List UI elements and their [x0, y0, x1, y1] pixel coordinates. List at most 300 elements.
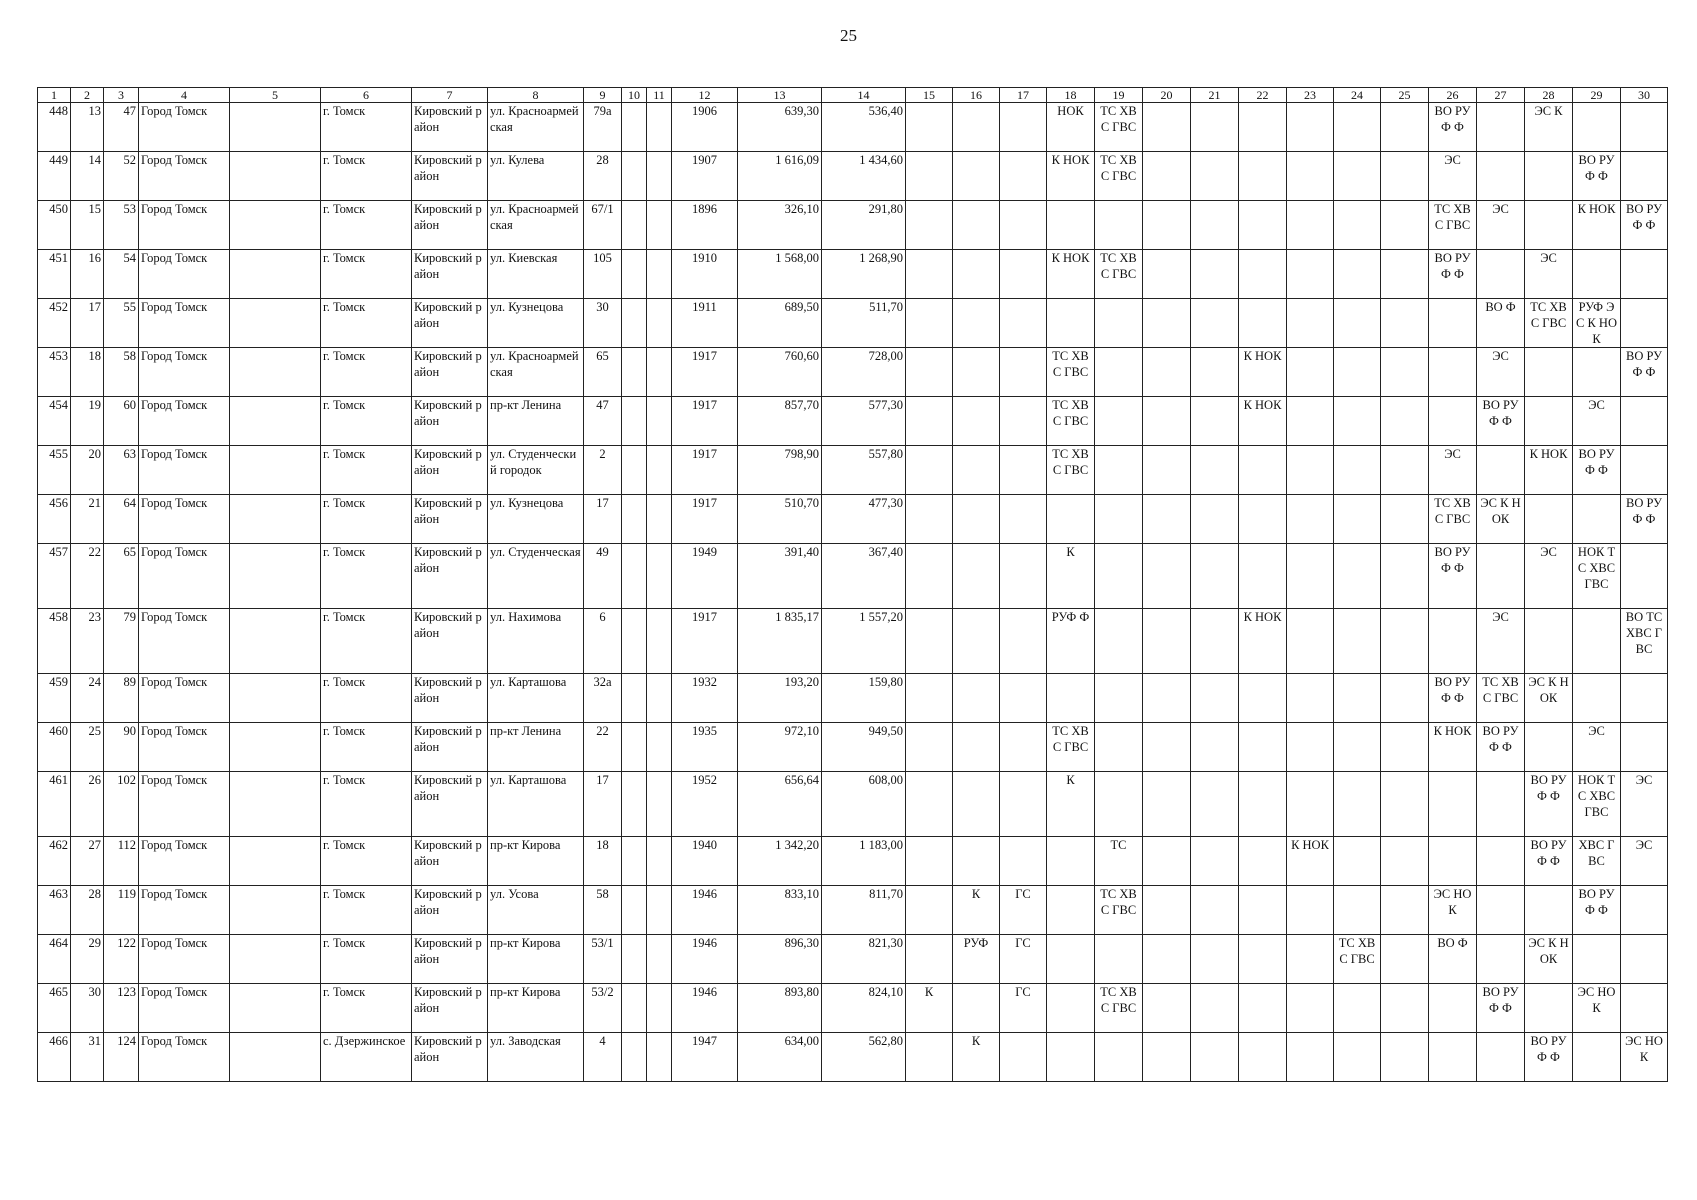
cell-col-5	[230, 609, 321, 674]
cell-col-22	[1239, 772, 1287, 837]
cell-col-26: ТС ХВС ГВС	[1429, 201, 1477, 250]
cell-col-21	[1191, 772, 1239, 837]
column-header-9: 9	[584, 88, 622, 103]
cell-col-28: ТС ХВС ГВС	[1525, 299, 1573, 348]
cell-col-15	[906, 723, 953, 772]
cell-col-7: Кировский район	[412, 609, 488, 674]
cell-col-23	[1287, 103, 1334, 152]
column-number-row	[38, 88, 1668, 103]
cell-col-24	[1334, 886, 1381, 935]
cell-col-8: ул. Кузнецова	[488, 299, 584, 348]
cell-col-11	[647, 935, 672, 984]
column-header-26: 26	[1429, 88, 1477, 103]
cell-col-11	[647, 674, 672, 723]
cell-col-14: 159,80	[822, 674, 906, 723]
cell-col-5	[230, 201, 321, 250]
cell-col-28: ЭС	[1525, 544, 1573, 609]
cell-col-10	[622, 935, 647, 984]
cell-col-27: ВО Ф	[1477, 299, 1525, 348]
cell-col-3: 63	[104, 446, 139, 495]
cell-col-8: ул. Кулева	[488, 152, 584, 201]
housing-register-table	[37, 87, 1668, 1082]
cell-col-15	[906, 886, 953, 935]
cell-col-18: К	[1047, 544, 1095, 609]
cell-col-11	[647, 837, 672, 886]
cell-col-5	[230, 935, 321, 984]
table-row	[38, 397, 1668, 446]
cell-col-7: Кировский район	[412, 837, 488, 886]
cell-col-25	[1381, 446, 1429, 495]
cell-col-22	[1239, 544, 1287, 609]
cell-col-4: Город Томск	[139, 723, 230, 772]
cell-col-7: Кировский район	[412, 103, 488, 152]
cell-col-4: Город Томск	[139, 674, 230, 723]
cell-col-16	[953, 544, 1000, 609]
cell-col-26: ВО РУФ Ф	[1429, 250, 1477, 299]
cell-col-7: Кировский район	[412, 250, 488, 299]
cell-col-30: ЭС НОК	[1621, 1033, 1668, 1082]
cell-col-3: 55	[104, 299, 139, 348]
cell-col-8: пр-кт Ленина	[488, 397, 584, 446]
cell-col-28: ВО РУФ Ф	[1525, 772, 1573, 837]
cell-col-8: ул. Заводская	[488, 1033, 584, 1082]
cell-col-17	[1000, 397, 1047, 446]
cell-col-2: 14	[71, 152, 104, 201]
cell-col-3: 65	[104, 544, 139, 609]
cell-col-25	[1381, 1033, 1429, 1082]
cell-col-30	[1621, 446, 1668, 495]
cell-col-30	[1621, 674, 1668, 723]
cell-col-1: 461	[38, 772, 71, 837]
cell-col-16: К	[953, 1033, 1000, 1082]
cell-col-10	[622, 1033, 647, 1082]
cell-col-2: 22	[71, 544, 104, 609]
cell-col-16	[953, 397, 1000, 446]
cell-col-20	[1143, 609, 1191, 674]
cell-col-30: ВО РУФ Ф	[1621, 348, 1668, 397]
cell-col-18: ТС ХВС ГВС	[1047, 446, 1095, 495]
cell-col-15	[906, 201, 953, 250]
cell-col-17	[1000, 609, 1047, 674]
cell-col-11	[647, 984, 672, 1033]
cell-col-26: ВО РУФ Ф	[1429, 544, 1477, 609]
cell-col-25	[1381, 397, 1429, 446]
cell-col-11	[647, 397, 672, 446]
column-header-21: 21	[1191, 88, 1239, 103]
cell-col-9: 17	[584, 495, 622, 544]
cell-col-30	[1621, 299, 1668, 348]
cell-col-17	[1000, 152, 1047, 201]
cell-col-21	[1191, 1033, 1239, 1082]
cell-col-29	[1573, 250, 1621, 299]
cell-col-23	[1287, 935, 1334, 984]
cell-col-21	[1191, 837, 1239, 886]
cell-col-13: 689,50	[738, 299, 822, 348]
table-row	[38, 544, 1668, 609]
cell-col-21	[1191, 495, 1239, 544]
cell-col-3: 79	[104, 609, 139, 674]
cell-col-8: ул. Карташова	[488, 674, 584, 723]
cell-col-19	[1095, 495, 1143, 544]
cell-col-1: 463	[38, 886, 71, 935]
cell-col-11	[647, 723, 672, 772]
cell-col-16	[953, 446, 1000, 495]
cell-col-29: НОК ТС ХВС ГВС	[1573, 544, 1621, 609]
cell-col-18	[1047, 201, 1095, 250]
cell-col-3: 122	[104, 935, 139, 984]
cell-col-14: 1 183,00	[822, 837, 906, 886]
cell-col-6: г. Томск	[321, 837, 412, 886]
cell-col-12: 1917	[672, 348, 738, 397]
cell-col-2: 17	[71, 299, 104, 348]
cell-col-23	[1287, 674, 1334, 723]
table-body	[38, 103, 1668, 1082]
cell-col-20	[1143, 1033, 1191, 1082]
cell-col-2: 19	[71, 397, 104, 446]
column-header-8: 8	[488, 88, 584, 103]
cell-col-9: 30	[584, 299, 622, 348]
cell-col-1: 460	[38, 723, 71, 772]
cell-col-15	[906, 495, 953, 544]
cell-col-29: ВО РУФ Ф	[1573, 886, 1621, 935]
cell-col-7: Кировский район	[412, 201, 488, 250]
cell-col-20	[1143, 348, 1191, 397]
cell-col-13: 193,20	[738, 674, 822, 723]
table-row	[38, 886, 1668, 935]
cell-col-8: пр-кт Кирова	[488, 984, 584, 1033]
cell-col-12: 1917	[672, 609, 738, 674]
cell-col-3: 90	[104, 723, 139, 772]
cell-col-10	[622, 886, 647, 935]
cell-col-10	[622, 544, 647, 609]
cell-col-16	[953, 152, 1000, 201]
cell-col-7: Кировский район	[412, 495, 488, 544]
column-header-29: 29	[1573, 88, 1621, 103]
cell-col-25	[1381, 772, 1429, 837]
cell-col-18	[1047, 1033, 1095, 1082]
cell-col-4: Город Томск	[139, 446, 230, 495]
cell-col-11	[647, 446, 672, 495]
cell-col-25	[1381, 152, 1429, 201]
cell-col-29	[1573, 1033, 1621, 1082]
cell-col-24	[1334, 397, 1381, 446]
cell-col-30: ВО ТС ХВС ГВС	[1621, 609, 1668, 674]
cell-col-23	[1287, 348, 1334, 397]
table-row	[38, 609, 1668, 674]
cell-col-8: ул. Кузнецова	[488, 495, 584, 544]
cell-col-6: г. Томск	[321, 723, 412, 772]
cell-col-4: Город Томск	[139, 299, 230, 348]
cell-col-28: К НОК	[1525, 446, 1573, 495]
cell-col-18: К НОК	[1047, 250, 1095, 299]
cell-col-17	[1000, 348, 1047, 397]
cell-col-27: ЭС	[1477, 609, 1525, 674]
cell-col-10	[622, 609, 647, 674]
cell-col-8: ул. Киевская	[488, 250, 584, 299]
cell-col-12: 1946	[672, 984, 738, 1033]
cell-col-9: 47	[584, 397, 622, 446]
cell-col-18	[1047, 935, 1095, 984]
column-header-28: 28	[1525, 88, 1573, 103]
cell-col-17	[1000, 495, 1047, 544]
cell-col-5	[230, 103, 321, 152]
cell-col-25	[1381, 935, 1429, 984]
cell-col-20	[1143, 152, 1191, 201]
cell-col-2: 13	[71, 103, 104, 152]
cell-col-27: ТС ХВС ГВС	[1477, 674, 1525, 723]
cell-col-29	[1573, 935, 1621, 984]
cell-col-16: РУФ	[953, 935, 1000, 984]
cell-col-17	[1000, 837, 1047, 886]
cell-col-6: г. Томск	[321, 299, 412, 348]
table-row	[38, 674, 1668, 723]
cell-col-29	[1573, 609, 1621, 674]
cell-col-5	[230, 837, 321, 886]
cell-col-6: г. Томск	[321, 201, 412, 250]
cell-col-15	[906, 446, 953, 495]
cell-col-9: 28	[584, 152, 622, 201]
cell-col-9: 4	[584, 1033, 622, 1082]
cell-col-4: Город Томск	[139, 348, 230, 397]
cell-col-27: ВО РУФ Ф	[1477, 723, 1525, 772]
cell-col-19	[1095, 397, 1143, 446]
cell-col-15	[906, 397, 953, 446]
cell-col-2: 21	[71, 495, 104, 544]
cell-col-25	[1381, 723, 1429, 772]
cell-col-6: г. Томск	[321, 886, 412, 935]
cell-col-13: 1 835,17	[738, 609, 822, 674]
cell-col-5	[230, 152, 321, 201]
cell-col-14: 577,30	[822, 397, 906, 446]
cell-col-4: Город Томск	[139, 495, 230, 544]
cell-col-23	[1287, 495, 1334, 544]
cell-col-11	[647, 886, 672, 935]
cell-col-18: НОК	[1047, 103, 1095, 152]
cell-col-20	[1143, 250, 1191, 299]
cell-col-29: НОК ТС ХВС ГВС	[1573, 772, 1621, 837]
cell-col-28	[1525, 886, 1573, 935]
cell-col-21	[1191, 609, 1239, 674]
cell-col-21	[1191, 201, 1239, 250]
cell-col-27	[1477, 250, 1525, 299]
cell-col-22: К НОК	[1239, 609, 1287, 674]
cell-col-18	[1047, 299, 1095, 348]
cell-col-18: РУФ Ф	[1047, 609, 1095, 674]
cell-col-24	[1334, 772, 1381, 837]
cell-col-13: 634,00	[738, 1033, 822, 1082]
column-header-12: 12	[672, 88, 738, 103]
cell-col-12: 1917	[672, 446, 738, 495]
cell-col-9: 58	[584, 886, 622, 935]
cell-col-20	[1143, 886, 1191, 935]
cell-col-5	[230, 495, 321, 544]
cell-col-26: ТС ХВС ГВС	[1429, 495, 1477, 544]
cell-col-10	[622, 152, 647, 201]
cell-col-19	[1095, 446, 1143, 495]
cell-col-16	[953, 299, 1000, 348]
cell-col-30	[1621, 397, 1668, 446]
cell-col-16	[953, 837, 1000, 886]
cell-col-1: 453	[38, 348, 71, 397]
cell-col-7: Кировский район	[412, 397, 488, 446]
cell-col-26	[1429, 984, 1477, 1033]
cell-col-6: г. Томск	[321, 446, 412, 495]
cell-col-14: 477,30	[822, 495, 906, 544]
cell-col-22	[1239, 1033, 1287, 1082]
cell-col-8: ул. Красноармейская	[488, 201, 584, 250]
cell-col-27	[1477, 544, 1525, 609]
cell-col-8: ул. Усова	[488, 886, 584, 935]
cell-col-23: К НОК	[1287, 837, 1334, 886]
cell-col-14: 367,40	[822, 544, 906, 609]
cell-col-7: Кировский район	[412, 299, 488, 348]
column-header-4: 4	[139, 88, 230, 103]
cell-col-2: 24	[71, 674, 104, 723]
cell-col-29: ВО РУФ Ф	[1573, 152, 1621, 201]
cell-col-24	[1334, 250, 1381, 299]
cell-col-15	[906, 1033, 953, 1082]
cell-col-17	[1000, 299, 1047, 348]
cell-col-13: 1 568,00	[738, 250, 822, 299]
cell-col-2: 31	[71, 1033, 104, 1082]
cell-col-20	[1143, 201, 1191, 250]
column-header-24: 24	[1334, 88, 1381, 103]
cell-col-4: Город Томск	[139, 397, 230, 446]
column-header-25: 25	[1381, 88, 1429, 103]
cell-col-4: Город Томск	[139, 837, 230, 886]
cell-col-28: ВО РУФ Ф	[1525, 837, 1573, 886]
cell-col-16	[953, 723, 1000, 772]
cell-col-7: Кировский район	[412, 723, 488, 772]
cell-col-16	[953, 348, 1000, 397]
cell-col-29	[1573, 103, 1621, 152]
cell-col-3: 89	[104, 674, 139, 723]
cell-col-26: К НОК	[1429, 723, 1477, 772]
cell-col-5	[230, 544, 321, 609]
cell-col-3: 58	[104, 348, 139, 397]
cell-col-1: 452	[38, 299, 71, 348]
cell-col-3: 54	[104, 250, 139, 299]
cell-col-13: 656,64	[738, 772, 822, 837]
cell-col-29	[1573, 348, 1621, 397]
cell-col-2: 28	[71, 886, 104, 935]
cell-col-10	[622, 837, 647, 886]
cell-col-5	[230, 397, 321, 446]
cell-col-22	[1239, 984, 1287, 1033]
cell-col-17: ГС	[1000, 886, 1047, 935]
cell-col-26: ВО РУФ Ф	[1429, 103, 1477, 152]
cell-col-27	[1477, 1033, 1525, 1082]
table-row	[38, 495, 1668, 544]
cell-col-28	[1525, 609, 1573, 674]
cell-col-18: ТС ХВС ГВС	[1047, 348, 1095, 397]
cell-col-26	[1429, 609, 1477, 674]
cell-col-8: ул. Красноармейская	[488, 103, 584, 152]
cell-col-7: Кировский район	[412, 544, 488, 609]
cell-col-17	[1000, 103, 1047, 152]
table-row	[38, 201, 1668, 250]
cell-col-23	[1287, 201, 1334, 250]
cell-col-3: 119	[104, 886, 139, 935]
cell-col-26: ЭС	[1429, 446, 1477, 495]
cell-col-6: г. Томск	[321, 250, 412, 299]
cell-col-20	[1143, 723, 1191, 772]
cell-col-25	[1381, 544, 1429, 609]
column-header-30: 30	[1621, 88, 1668, 103]
cell-col-22: К НОК	[1239, 397, 1287, 446]
cell-col-27	[1477, 935, 1525, 984]
cell-col-14: 511,70	[822, 299, 906, 348]
cell-col-12: 1947	[672, 1033, 738, 1082]
cell-col-9: 67/1	[584, 201, 622, 250]
cell-col-29: ЭС НОК	[1573, 984, 1621, 1033]
cell-col-6: г. Томск	[321, 935, 412, 984]
cell-col-1: 458	[38, 609, 71, 674]
cell-col-1: 451	[38, 250, 71, 299]
cell-col-24	[1334, 544, 1381, 609]
cell-col-12: 1911	[672, 299, 738, 348]
cell-col-5	[230, 984, 321, 1033]
cell-col-1: 459	[38, 674, 71, 723]
cell-col-30	[1621, 935, 1668, 984]
cell-col-15: К	[906, 984, 953, 1033]
column-header-27: 27	[1477, 88, 1525, 103]
cell-col-25	[1381, 674, 1429, 723]
column-header-23: 23	[1287, 88, 1334, 103]
cell-col-27	[1477, 103, 1525, 152]
cell-col-19	[1095, 723, 1143, 772]
cell-col-24	[1334, 495, 1381, 544]
cell-col-9: 17	[584, 772, 622, 837]
cell-col-19	[1095, 1033, 1143, 1082]
cell-col-9: 18	[584, 837, 622, 886]
table-row	[38, 446, 1668, 495]
cell-col-17: ГС	[1000, 984, 1047, 1033]
cell-col-19	[1095, 348, 1143, 397]
cell-col-2: 15	[71, 201, 104, 250]
cell-col-25	[1381, 299, 1429, 348]
cell-col-12: 1917	[672, 495, 738, 544]
cell-col-6: г. Томск	[321, 609, 412, 674]
cell-col-25	[1381, 984, 1429, 1033]
cell-col-26	[1429, 299, 1477, 348]
cell-col-30: ЭС	[1621, 772, 1668, 837]
cell-col-30: ВО РУФ Ф	[1621, 201, 1668, 250]
cell-col-5	[230, 446, 321, 495]
cell-col-15	[906, 250, 953, 299]
cell-col-23	[1287, 397, 1334, 446]
cell-col-22	[1239, 935, 1287, 984]
cell-col-23	[1287, 446, 1334, 495]
table-row	[38, 935, 1668, 984]
cell-col-30	[1621, 723, 1668, 772]
cell-col-13: 972,10	[738, 723, 822, 772]
cell-col-16	[953, 772, 1000, 837]
cell-col-25	[1381, 609, 1429, 674]
cell-col-19: ТС	[1095, 837, 1143, 886]
cell-col-26: ВО Ф	[1429, 935, 1477, 984]
cell-col-28	[1525, 152, 1573, 201]
cell-col-11	[647, 544, 672, 609]
cell-col-28	[1525, 348, 1573, 397]
cell-col-10	[622, 674, 647, 723]
cell-col-2: 16	[71, 250, 104, 299]
cell-col-12: 1932	[672, 674, 738, 723]
cell-col-13: 760,60	[738, 348, 822, 397]
cell-col-30: ВО РУФ Ф	[1621, 495, 1668, 544]
cell-col-9: 79а	[584, 103, 622, 152]
cell-col-22	[1239, 103, 1287, 152]
